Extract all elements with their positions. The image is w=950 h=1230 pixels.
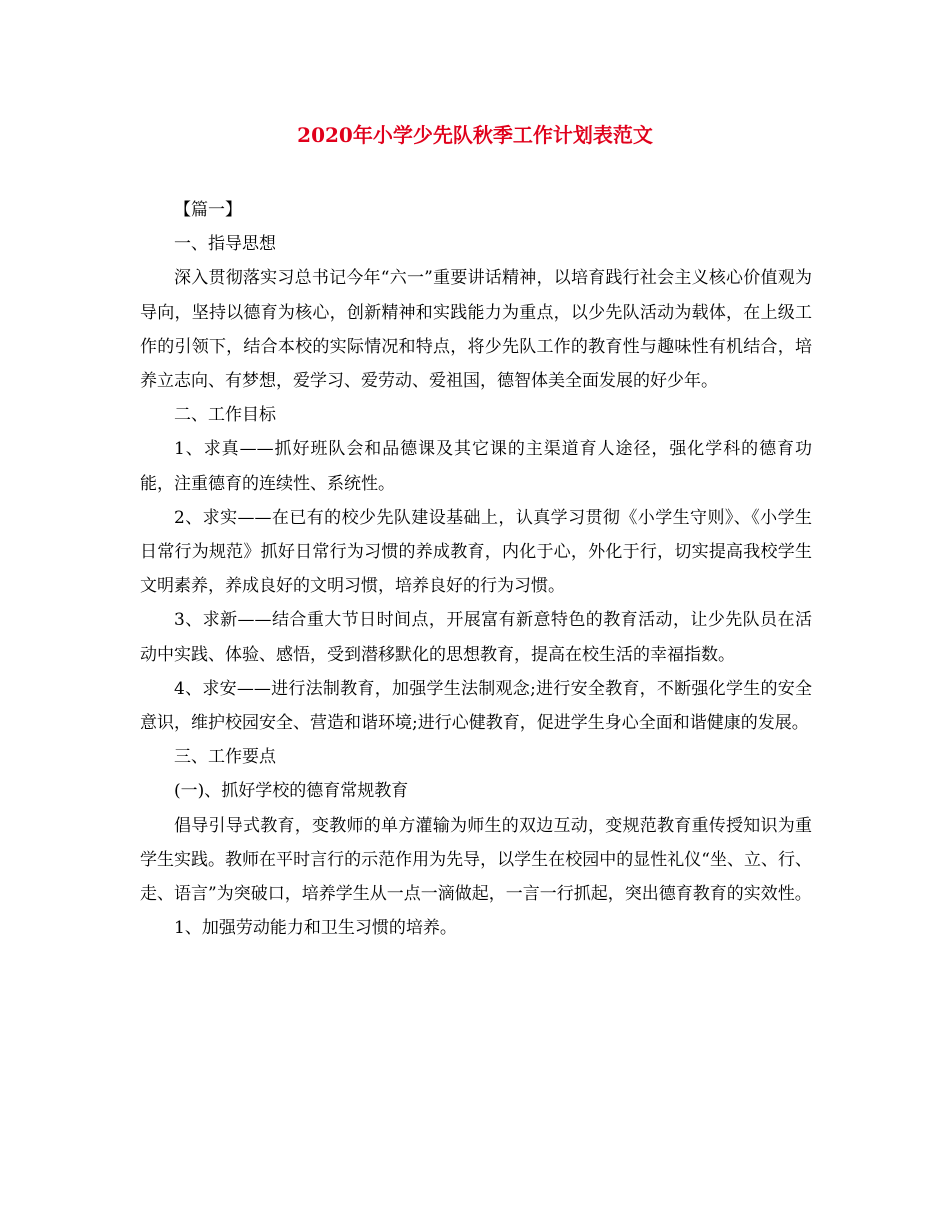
body-paragraph: 深入贯彻落实习总书记今年“六一”重要讲话精神，以培育践行社会主义核心价值观为导向，坚持以德育为核心，创新精神和实践能力为重点，以少先队活动为载体，在上级工作的引领下，结合本校的实际情况和特点，将少先队工作的教育性与趣味性有机结合，培养立志向、有梦想，爱学习、爱劳动、爱祖国，德智体美全面发展的好少年。 (140, 268, 812, 392)
body-paragraph: 1、求真——抓好班队会和品德课及其它课的主渠道育人途径，强化学科的德育功能，注重德育的连续性、系统性。 (140, 439, 812, 494)
document-title: 2020年小学少先队秋季工作计划表范文 (297, 123, 653, 147)
document-body (140, 193, 812, 945)
body-paragraph: 2、求实——在已有的校少先队建设基础上，认真学习贯彻《小学生守则》、《小学生日常行为规范》抓好日常行为习惯的养成教育，内化于心，外化于行，切实提高我校学生文明素养，养成良好的文明习惯，培养良好的行为习惯。 (140, 507, 812, 597)
subsection-heading: 1、加强劳动能力和卫生习惯的培养。 (174, 918, 457, 939)
body-paragraph: 3、求新——结合重大节日时间点，开展富有新意特色的教育活动，让少先队员在活动中实践、体验、感悟，受到潜移默化的思想教育，提高在校生活的幸福指数。 (140, 610, 812, 665)
body-paragraph: 4、求安——进行法制教育，加强学生法制观念;进行安全教育，不断强化学生的安全意识，维护校园安全、营造和谐环境;进行心健教育，促进学生身心全面和谐健康的发展。 (140, 678, 812, 734)
section-tag: 【篇一】 (174, 200, 242, 220)
section-heading: 三、工作要点 (174, 747, 276, 768)
section-heading: 一、指导思想 (174, 234, 276, 255)
section-heading: 二、工作目标 (174, 405, 276, 426)
subsection-heading: (一)、抓好学校的德育常规教育 (174, 781, 409, 802)
body-paragraph: 倡导引导式教育，变教师的单方灌输为师生的双边互动，变规范教育重传授知识为重学生实践。教师在平时言行的示范作用为先导，以学生在校园中的显性礼仪“坐、立、行、走、语言”为突破口，培养学生从一点一滴做起，一言一行抓起，突出德育教育的实效性。 (140, 815, 812, 905)
